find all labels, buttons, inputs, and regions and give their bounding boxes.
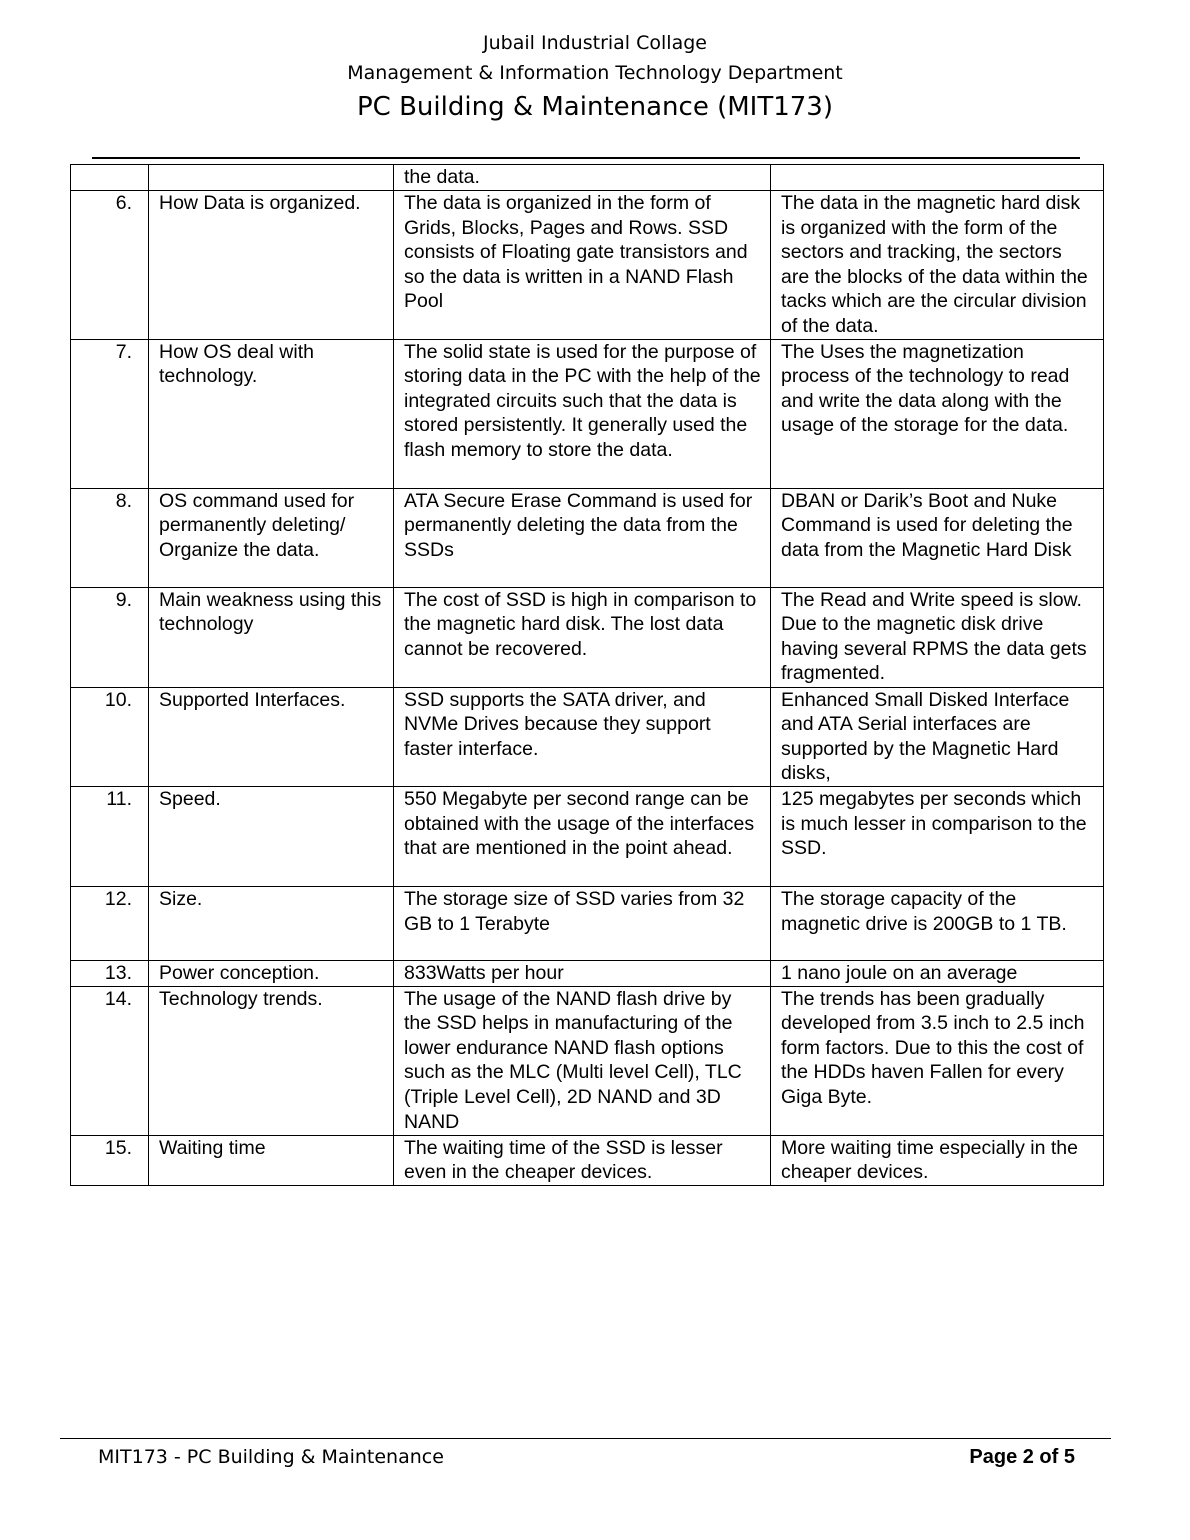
aspect-cell: Technology trends. bbox=[149, 986, 394, 1135]
aspect-cell: Power conception. bbox=[149, 960, 394, 986]
row-number bbox=[71, 165, 149, 191]
ssd-cell: the data. bbox=[394, 165, 771, 191]
ssd-cell: The data is organized in the form of Grids, Blocks, Pages and Rows. SSD consists of Floating gate transistors and so the data is written in a NAND Flash Pool bbox=[394, 191, 771, 340]
ssd-cell: The waiting time of the SSD is lesser even in the cheaper devices. bbox=[394, 1135, 771, 1185]
ssd-cell: ATA Secure Erase Command is used for permanently deleting the data from the SSDs bbox=[394, 488, 771, 587]
hdd-cell: More waiting time especially in the cheaper devices. bbox=[771, 1135, 1104, 1185]
hdd-cell: The trends has been gradually developed from 3.5 inch to 2.5 inch form factors. Due to this the cost of the HDDs haven Fallen for every Giga Byte. bbox=[771, 986, 1104, 1135]
hdd-cell bbox=[771, 165, 1104, 191]
college-name: Jubail Industrial Collage bbox=[483, 32, 707, 54]
course-title: PC Building & Maintenance (MIT173) bbox=[357, 92, 833, 122]
row-number: 8. bbox=[71, 488, 149, 587]
department-name: Management & Information Technology Department bbox=[347, 62, 843, 84]
hdd-cell: The data in the magnetic hard disk is organized with the form of the sectors and tracking, the sectors are the blocks of the data within the tacks which are the circular division of the data. bbox=[771, 191, 1104, 340]
table-row bbox=[71, 488, 1104, 587]
row-number: 7. bbox=[71, 339, 149, 488]
aspect-cell: How Data is organized. bbox=[149, 191, 394, 340]
aspect-cell: Main weakness using this technology bbox=[149, 587, 394, 687]
aspect-cell: OS command used for permanently deleting/ Organize the data. bbox=[149, 488, 394, 587]
table-row bbox=[71, 687, 1104, 786]
row-number: 12. bbox=[71, 886, 149, 960]
row-number: 9. bbox=[71, 587, 149, 687]
hdd-cell: Enhanced Small Disked Interface and ATA Serial interfaces are supported by the Magnetic Hard disks, bbox=[771, 687, 1104, 786]
hdd-cell: The Read and Write speed is slow. Due to the magnetic disk drive having several RPMS the data gets fragmented. bbox=[771, 587, 1104, 687]
table-row bbox=[71, 1135, 1104, 1185]
aspect-cell: Supported Interfaces. bbox=[149, 687, 394, 786]
ssd-cell: The cost of SSD is high in comparison to the magnetic hard disk. The lost data cannot be recovered. bbox=[394, 587, 771, 687]
hdd-cell: 1 nano joule on an average bbox=[771, 960, 1104, 986]
row-number: 15. bbox=[71, 1135, 149, 1185]
ssd-cell: The usage of the NAND flash drive by the SSD helps in manufacturing of the lower endurance NAND flash options such as the MLC (Multi level Cell), TLC (Triple Level Cell), 2D NAND and 3D NAND bbox=[394, 986, 771, 1135]
table-row bbox=[71, 960, 1104, 986]
row-number: 13. bbox=[71, 960, 149, 986]
comparison-table bbox=[70, 164, 1104, 1186]
aspect-cell bbox=[149, 165, 394, 191]
aspect-cell: How OS deal with technology. bbox=[149, 339, 394, 488]
ssd-cell: 833Watts per hour bbox=[394, 960, 771, 986]
table-row bbox=[71, 165, 1104, 191]
row-number: 14. bbox=[71, 986, 149, 1135]
aspect-cell: Waiting time bbox=[149, 1135, 394, 1185]
table-row bbox=[71, 191, 1104, 340]
ssd-cell: SSD supports the SATA driver, and NVMe Drives because they support faster interface. bbox=[394, 687, 771, 786]
row-number: 11. bbox=[71, 786, 149, 886]
footer-rule bbox=[60, 1438, 1111, 1439]
table-row bbox=[71, 986, 1104, 1135]
ssd-cell: The solid state is used for the purpose of storing data in the PC with the help of the integrated circuits such that the data is stored persistently. It generally used the flash memory to store the data. bbox=[394, 339, 771, 488]
hdd-cell: DBAN or Darik’s Boot and Nuke Command is used for deleting the data from the Magnetic Hard Disk bbox=[771, 488, 1104, 587]
table-row bbox=[71, 886, 1104, 960]
table-row bbox=[71, 339, 1104, 488]
table-row bbox=[71, 587, 1104, 687]
row-number: 6. bbox=[71, 191, 149, 340]
footer-course: MIT173 - PC Building & Maintenance bbox=[98, 1446, 444, 1468]
ssd-cell: The storage size of SSD varies from 32 GB to 1 Terabyte bbox=[394, 886, 771, 960]
hdd-cell: The storage capacity of the magnetic drive is 200GB to 1 TB. bbox=[771, 886, 1104, 960]
header-rule bbox=[92, 157, 1080, 159]
aspect-cell: Size. bbox=[149, 886, 394, 960]
ssd-cell: 550 Megabyte per second range can be obtained with the usage of the interfaces that are mentioned in the point ahead. bbox=[394, 786, 771, 886]
row-number: 10. bbox=[71, 687, 149, 786]
hdd-cell: The Uses the magnetization process of the technology to read and write the data along with the usage of the storage for the data. bbox=[771, 339, 1104, 488]
page-header bbox=[0, 28, 1190, 126]
aspect-cell: Speed. bbox=[149, 786, 394, 886]
table-row bbox=[71, 786, 1104, 886]
hdd-cell: 125 megabytes per seconds which is much lesser in comparison to the SSD. bbox=[771, 786, 1104, 886]
page-number: Page 2 of 5 bbox=[969, 1446, 1075, 1468]
